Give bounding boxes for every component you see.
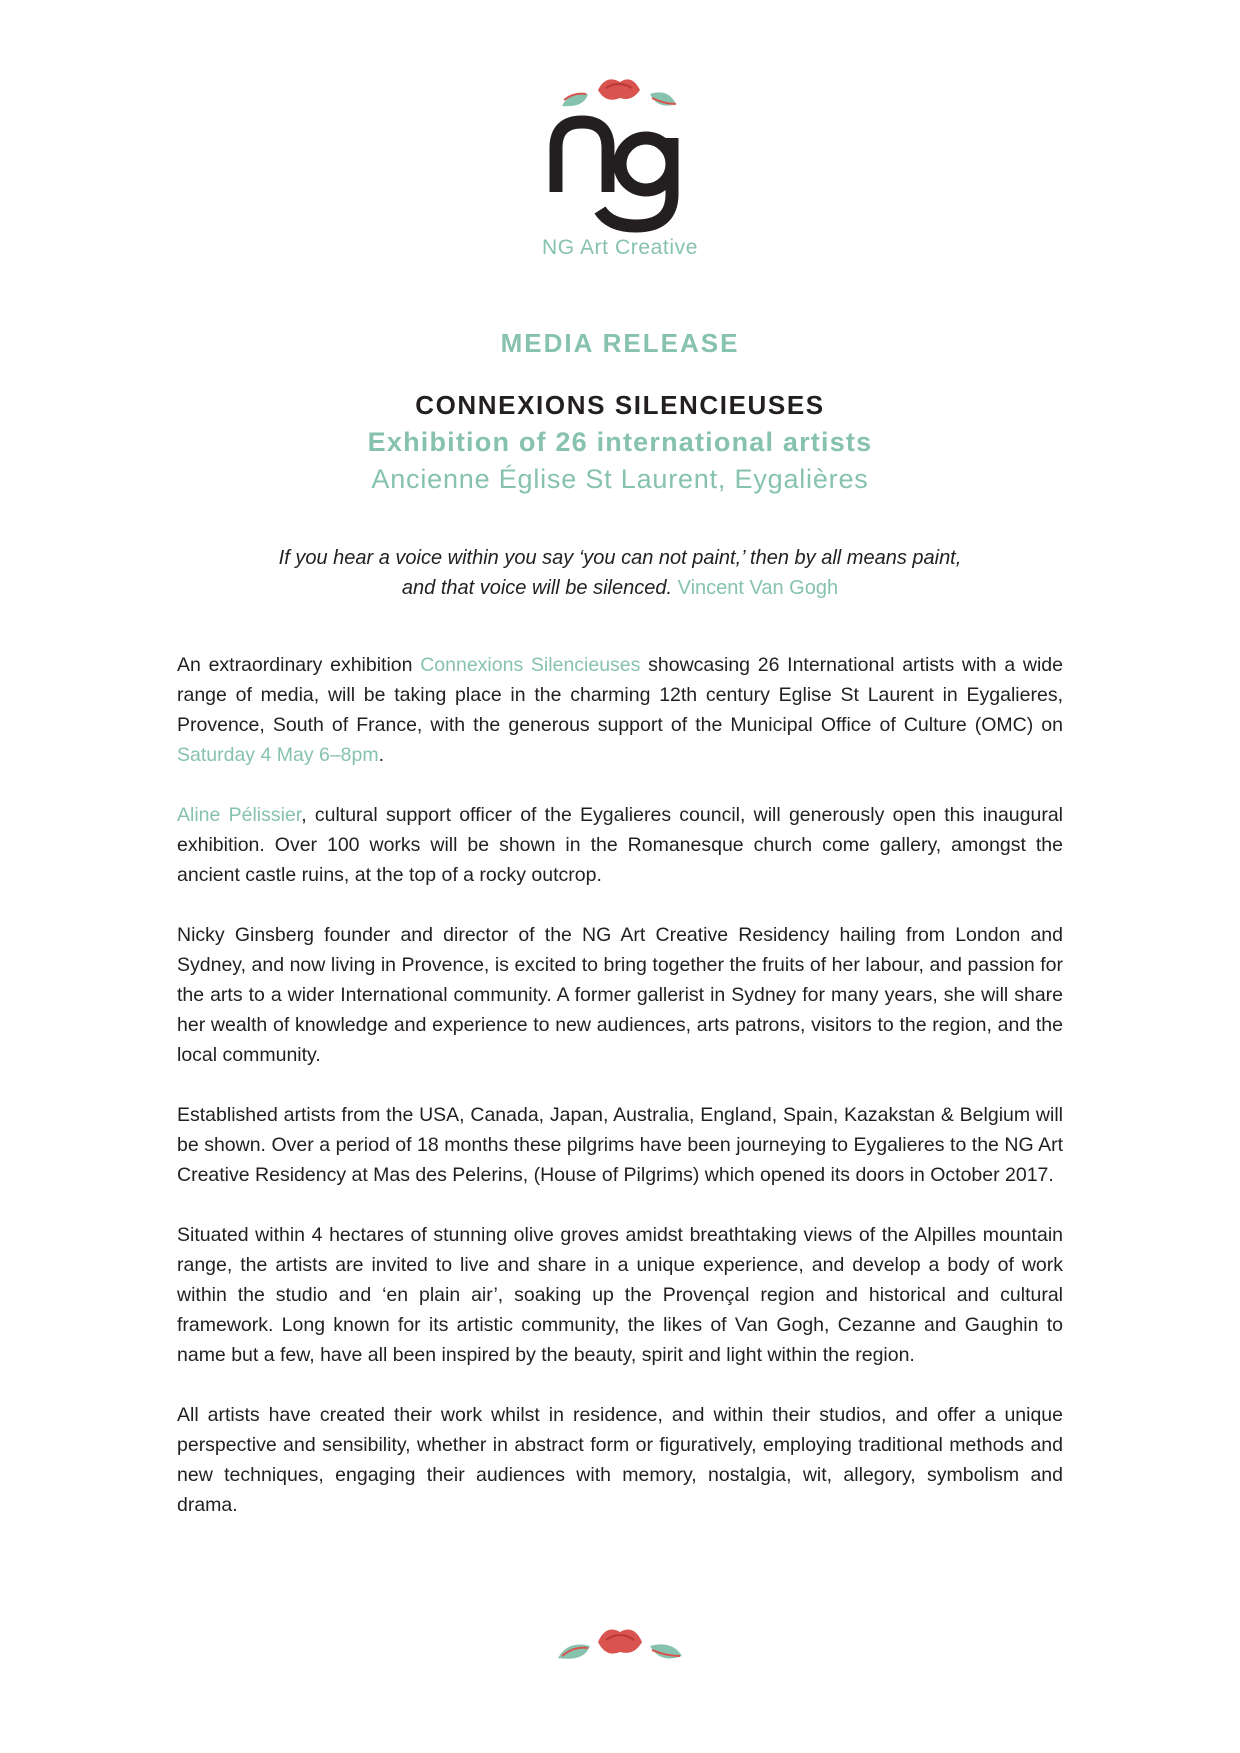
- exhibition-venue: Ancienne Église St Laurent, Eygalières: [371, 464, 869, 494]
- paragraph-4: Established artists from the USA, Canada, Japan, Australia, England, Spain, Kazakstan & Belgium will be shown. Over a period of 18 months these pilgrims have been journeying to Eygalieres to the NG Art Creative Residency at Mas des Pelerins, (House of Pilgrims) which opened its doors in October 2017.: [177, 1104, 1063, 1186]
- opener-name-highlight: Aline Pélissier: [177, 804, 302, 826]
- p1-text-e: .: [378, 744, 385, 766]
- paragraph-3: Nicky Ginsberg founder and director of the NG Art Creative Residency hailing from London and Sydney, and now living in Provence, is excited to bring together the fruits of her labour, and passion for the arts to a wider International community. A former gallerist in Sydney for many years, she will share her wealth of knowledge and experience to new audiences, arts patrons, visitors to the region, and the local community.: [177, 924, 1063, 1066]
- quote-author: Vincent Van Gogh: [677, 577, 839, 599]
- quote-line-1: If you hear a voice within you say ‘you can not paint,’ then by all means paint,: [278, 547, 962, 569]
- paragraph-6: All artists have created their work whilst in residence, and within their studios, and offer a unique perspective and sensibility, whether in abstract form or figuratively, employing traditional methods and new techniques, engaging their audiences with memory, nostalgia, wit, allegory, symbolism and drama.: [177, 1404, 1063, 1516]
- logo-ornament-icon: [562, 79, 676, 106]
- release-body: [177, 650, 1063, 1550]
- event-date-highlight: Saturday 4 May 6–8pm: [177, 744, 379, 766]
- paragraph-5: Situated within 4 hectares of stunning olive groves amidst breathtaking views of the Alpilles mountain range, the artists are invited to live and share in a unique experience, and develop a body of work within the studio and ‘en plain air’, soaking up the Provençal region and historical and cultural framework. Long known for its artistic community, the likes of Van Gogh, Cezanne and Gaughin to name but a few, have all been inspired by the beauty, spirit and light within the region.: [177, 1224, 1063, 1366]
- ng-monogram-logo: [540, 76, 700, 236]
- paragraph-2: [177, 800, 1063, 890]
- media-release-kicker: MEDIA RELEASE: [500, 328, 740, 358]
- paragraph-1: [177, 650, 1063, 770]
- exhibition-subtitle: Exhibition of 26 international artists: [367, 427, 873, 457]
- flower-leaves-ornament-icon: [556, 1622, 684, 1672]
- logo-caption: NG Art Creative: [541, 236, 699, 259]
- quote-line-2: and that voice will be silenced.: [401, 577, 673, 599]
- epigraph-quote: [220, 543, 1020, 603]
- exhibition-title: CONNEXIONS SILENCIEUSES: [415, 390, 825, 420]
- p1-text-a: An extraordinary exhibition: [177, 654, 421, 676]
- p1-text-c: showcasing 26 International artists with a wide range of media, will be taking place in the charming 12th century Eglise St Laurent in Eygalieres, Provence, South of France, with the generous support of the Municipal Office of Culture (OMC) on: [177, 654, 1063, 736]
- p2-text-b: , cultural support officer of the Eygalieres council, will generously open this inaugural exhibition. Over 100 works will be shown in the Romanesque church come gallery, amongst the ancient castle ruins, at the top of a rocky outcrop.: [177, 804, 1063, 886]
- exhibition-name-highlight: Connexions Silencieuses: [420, 654, 641, 676]
